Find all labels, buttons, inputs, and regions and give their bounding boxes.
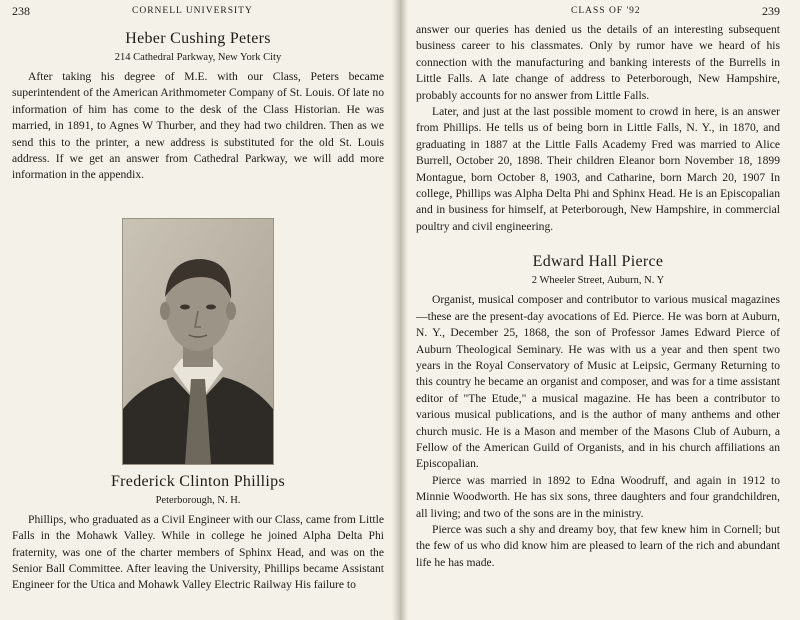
pierce-paragraph-2: Pierce was married in 1892 to Edna Woodruff, and again in 1912 to Minnie Woodworth. He has six sons, three daughters and four grandchildren, all living; and two of the sons are in the ministry. (416, 473, 780, 520)
left-running-head (12, 4, 384, 22)
entry-text-phillips: Phillips, who graduated as a Civil Engineer with our Class, came from Little Falls in the Mohawk Valley. While in college he joined Alpha Delta Phi fraternity, was one of the charter members of Sphinx Head, and was on the Senior Ball Committee. After leaving the University, Phillips became Assistant Engineer for the Utica and Mohawk Valley Electric Railway His failure to (12, 512, 384, 592)
entry-text-peters: After taking his degree of M.E. with our Class, Peters became superintendent of the American Arithmometer Company of St. Louis. Of late no information of him has come to the desk of the Class Historian. He was married, in 1891, to Agnes W Thurber, and they had two children. Then as we send this to the printer, a new address is substituted for the old St. Louis address. If we get an answer from Cathedral Parkway, we will add more information in the appendix. (12, 70, 384, 182)
entry-name-peters: Heber Cushing Peters (125, 30, 271, 47)
phillips-continued (416, 22, 780, 235)
page-number-right: 239 (762, 4, 780, 18)
pierce-paragraph-3: Pierce was such a shy and dreamy boy, that few knew him in Cornell; but the few of us who did know him are pleased to learn of the rich and abundant life he has made. (416, 522, 780, 569)
page-number-left: 238 (12, 4, 30, 18)
entry-address-phillips: Peterborough, N. H. (155, 494, 241, 506)
entry-address-peters: 214 Cathedral Parkway, New York City (114, 52, 282, 63)
right-running-head (416, 4, 780, 22)
entry-name-pierce: Edward Hall Pierce (532, 253, 664, 271)
running-head-title-left: CORNELL UNIVERSITY (132, 6, 253, 16)
pierce-paragraph-1: Organist, musical composer and contributor to various musical magazines—these are the present-day avocations of Ed. Pierce. He was born at Auburn, N. Y., December 25, 1868, the son of Professor James Edward Pierce of Auburn Theological Seminary. He was with us a year and then spent two years in the Royal Conservatory of Music at Leipsic, Germany Returning to this country he became an organist and composer, and was for a time assistant editor of "The Etude," a musical magazine. He has been a contributor to various musical publications, and is the author of many anthems and other church music. He is a Mason and member of the Masons Club of Auburn, a Fellow of the American Guild of Organists, and in his church affiliations an Episcopalian. (416, 293, 780, 471)
phillips-continued-paragraph-2: Later, and just at the last possible moment to crowd in here, is an answer from Phillips. He tells us of being born in Little Falls, N. Y., in 1870, and graduating in 1887 at the Little Falls Academy Fred was married to Alice Burrell, October 20, 1898. Their children Eleanor born November 18, 1899 Montague, born October 8, 1903, and Catharine, born March 20, 1907 In college, Phillips was Alpha Delta Phi and Sphinx Head. He is an Episcopalian and in business for himself, at Peterborough, New Hampshire, in commercial poultry and civil engineering. (416, 105, 780, 233)
entry-name-phillips: Frederick Clinton Phillips (110, 472, 286, 490)
running-head-title-right: CLASS OF '92 (571, 6, 641, 16)
portrait-photo (122, 218, 274, 465)
phillips-continued-paragraph-1: answer our queries has denied us the details of an interesting subsequent business career to his classmates. Only by rumor have we heard of his connection with the manufacturing and banking interests of the Burrells in Little Falls. A late change of address to Peterborough, New Hampshire, probably accounts for no answer from Little Falls. (416, 23, 780, 102)
right-page (398, 0, 800, 620)
entry-address-pierce: 2 Wheeler Street, Auburn, N. Y (531, 275, 665, 287)
left-page (0, 0, 398, 620)
portrait-frame (12, 218, 384, 465)
